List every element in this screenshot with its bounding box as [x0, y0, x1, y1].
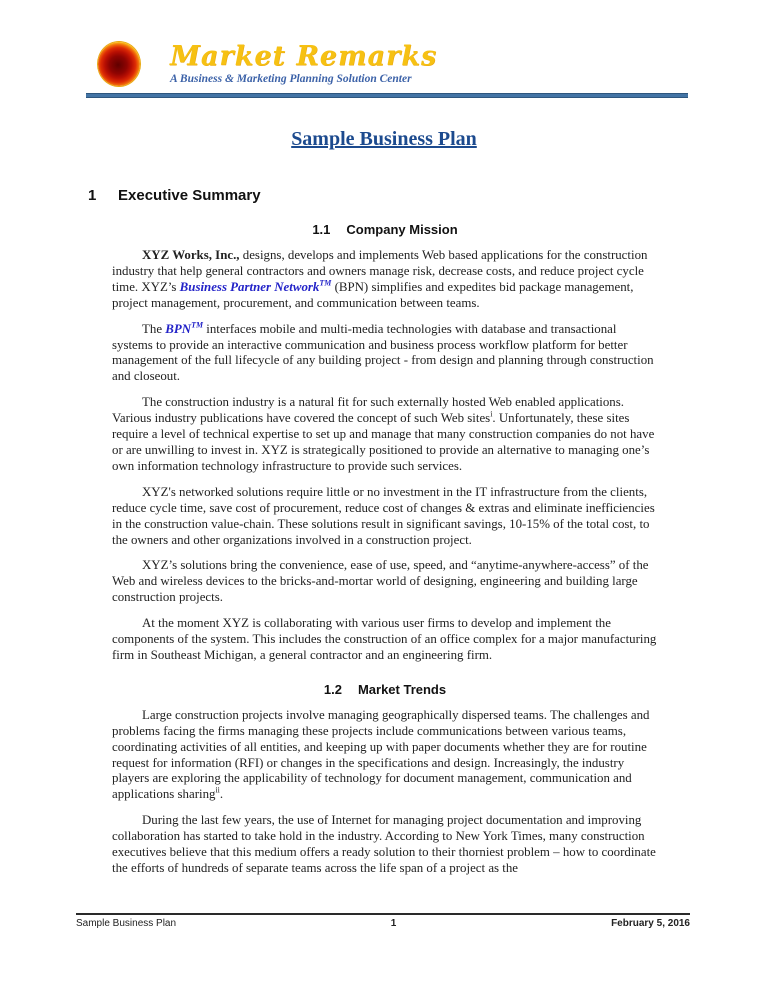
paragraph	[112, 558, 658, 606]
document-title: Sample Business Plan	[291, 128, 477, 150]
paragraph	[112, 616, 658, 664]
text-run-bold: XYZ Works, Inc.,	[142, 248, 240, 262]
text-run-sup: i	[490, 409, 493, 419]
text-run: Large construction projects involve managing geographically dispersed teams. The challenges and problems facing the firms managing these projects include communications between various teams, coordinating activities of all entities, and keeping up with paper documents whether they are for routine request for information (RFI) or changes in the specifications and design. Increasingly, the industry players are exploring the applicability of technology for document management, communication and applications sharing	[112, 707, 650, 802]
brand-block	[170, 42, 437, 86]
subsection-title: Market Trends	[357, 681, 447, 697]
text-run-sup: ii	[215, 786, 220, 796]
text-run: At the moment XYZ is collaborating with various user firms to develop and implement the components of the system. This includes the construction of an office complex for a major manufacturing firm in Southeast Michigan, a general contractor and an engineering firm.	[112, 616, 657, 662]
text-run: . Unfortunately, these sites require a level of technical expertise to set up and manage that many construction companies do not have or are unwilling to invest in. XYZ is strategically positioned to provide an alternative to managing one’s own information technology infrastructure to provide such services.	[112, 411, 655, 473]
paragraph	[112, 708, 658, 803]
text-run-bluesup: TM	[319, 278, 332, 288]
header-rule	[86, 93, 688, 98]
text-run: XYZ's networked solutions require little or no investment in the IT infrastructure from the clients, reduce cycle time, save cost of procurement, reduce cost of changes & extras and eliminate inefficiencies in the construction value-chain. These solutions result in significant savings, 10-15% of the total cost, to the owners and other organizations involved in a construction project.	[112, 484, 655, 547]
paragraph	[112, 485, 658, 549]
paragraph	[112, 322, 658, 386]
text-run-bluesup: TM	[191, 320, 204, 330]
text-run: .	[219, 787, 224, 802]
brand-tagline: A Business & Marketing Planning Solution Center	[170, 73, 412, 85]
section-number: 1	[88, 187, 97, 204]
text-run: (BPN) simplifies and expedites bid package management, project management, procurement, and communication between teams.	[112, 279, 634, 310]
brand-logo-icon	[98, 42, 140, 86]
footer-document-title: Sample Business Plan	[76, 918, 177, 929]
text-run-blue: Business Partner Network	[179, 279, 320, 294]
footer-rule	[76, 913, 690, 915]
footer-row	[76, 918, 690, 929]
document-body	[112, 222, 658, 877]
paragraph	[112, 248, 658, 312]
subsection-title: Company Mission	[346, 222, 458, 237]
letterhead	[0, 0, 768, 100]
text-run: designs, develops and implements Web based applications for the construction industry that help general contractors and owners manage risk, decrease costs, and reduce project cycle time. XYZ’s	[112, 248, 648, 294]
paragraph	[112, 395, 658, 475]
subsection-number: 1.1	[312, 222, 331, 237]
subsection-heading	[112, 222, 658, 237]
paragraph	[112, 813, 658, 877]
text-run: The construction industry is a natural fit for such externally hosted Web enabled applications. Various industry publications have covered the concept of such Web sites	[112, 395, 624, 426]
page-footer	[76, 913, 690, 929]
footer-date: February 5, 2016	[611, 918, 690, 929]
text-run: XYZ’s solutions bring the convenience, ease of use, speed, and “anytime-anywhere-access” of the Web and wireless devices to the bricks-and-mortar world of designing, engineering and building large construction projects.	[112, 558, 649, 605]
text-run: During the last few years, the use of Internet for managing project documentation and improving collaboration has started to take hold in the industry. According to New York Times, many construction executives believe that this medium offers a ready solution to their thorniest problem – how to coordinate the efforts of hundreds of separate teams across the life span of a project as the	[112, 813, 656, 875]
text-run: interfaces mobile and multi-media technologies with database and transactional systems to provide an interactive communication and business process workflow platform for better management of the full lifecycle of any building project - from design and planning through construction and closeout.	[112, 321, 654, 384]
subsection-heading	[112, 682, 658, 697]
section-heading	[88, 187, 768, 204]
subsection-number: 1.2	[323, 681, 342, 697]
section-title: Executive Summary	[118, 187, 261, 204]
text-run-blue: BPN	[165, 321, 192, 336]
footer-page-number: 1	[390, 918, 397, 929]
brand-name: Market Remarks	[170, 41, 438, 72]
text-run: The	[142, 321, 166, 336]
